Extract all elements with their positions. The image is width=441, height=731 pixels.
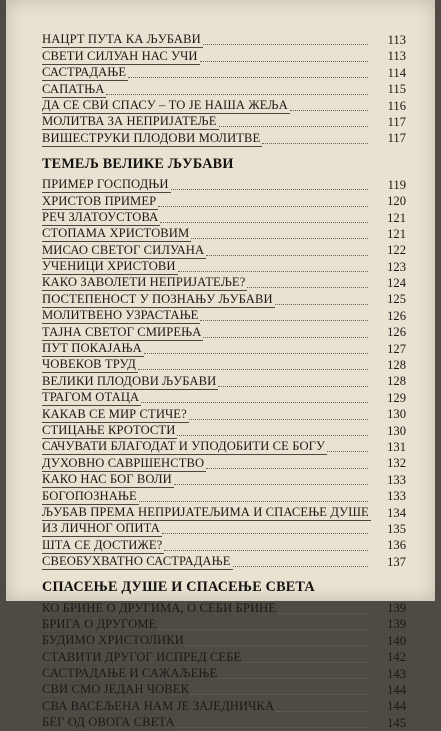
toc-entry-title: ЉУБАВ ПРЕМА НЕПРИЈАТЕЉИМА И СПАСЕЊЕ ДУШЕ (42, 504, 369, 519)
toc-entry-title: КО БРИНЕ О ДРУГИМА, О СЕБИ БРИНЕ (42, 600, 277, 615)
dot-leader (160, 222, 368, 223)
toc-entry-title: ПРИМЕР ГОСПОДЊИ (42, 177, 169, 192)
toc-entry (42, 65, 406, 81)
toc-entry-page-number: 124 (387, 276, 406, 291)
toc-entry (42, 537, 406, 553)
toc-entry-title: КАКО ЗАВОЛЕТИ НЕПРИЈАТЕЉЕ? (42, 275, 246, 290)
dot-leader (203, 337, 368, 338)
toc-entry-title: МОЛИТВЕНО УЗРАСТАЊЕ (42, 308, 199, 323)
toc-entry-page-number: 144 (387, 683, 406, 698)
toc-entry-title: СВЕТИ СИЛУАН НАС УЧИ (42, 48, 198, 63)
toc-entry-page-number: 133 (387, 489, 406, 504)
dot-leader (200, 320, 368, 321)
toc-entry (42, 177, 406, 193)
toc-entry-page-number: 135 (387, 521, 406, 536)
toc-entry-title: ВЕЛИКИ ПЛОДОВИ ЉУБАВИ (42, 373, 217, 388)
toc-entry-page-number: 122 (387, 243, 406, 258)
toc-entry-title: ХРИСТОВ ПРИМЕР (42, 193, 157, 208)
dot-leader (262, 143, 368, 144)
toc-entry (42, 649, 406, 665)
toc-entry-page-number: 123 (387, 259, 406, 274)
toc-entry-page-number: 117 (387, 131, 406, 146)
toc-entry-title: ШТА СЕ ДОСТИЖЕ? (42, 537, 163, 552)
toc-entry-title: БРИГА О ДРУГОМЕ (42, 616, 157, 631)
toc-entry-page-number: 127 (387, 341, 406, 356)
dot-leader (177, 727, 368, 728)
dot-leader (128, 77, 368, 78)
toc-entry (42, 308, 406, 324)
toc-entry-page-number: 128 (387, 374, 406, 389)
toc-entry-title: УЧЕНИЦИ ХРИСТОВИ (42, 259, 176, 274)
toc-entry-page-number: 140 (387, 633, 406, 648)
dot-leader (144, 353, 368, 354)
toc-entry (42, 600, 406, 616)
toc-entry (42, 357, 406, 373)
toc-entry-page-number: 125 (387, 292, 406, 307)
toc-entry-page-number: 128 (387, 358, 406, 373)
toc-entry (42, 554, 406, 570)
toc-entry (42, 114, 406, 130)
toc-entry (42, 98, 406, 114)
dot-leader (247, 287, 368, 288)
dot-leader (191, 238, 368, 239)
dot-leader (200, 61, 368, 62)
section2-entries (42, 600, 406, 731)
toc-entry-title: БОГОПОЗНАЊЕ (42, 488, 137, 503)
toc-entry-title: ПУТ ПОКАЈАЊА (42, 341, 142, 356)
toc-entry (42, 226, 406, 242)
dot-leader (138, 369, 368, 370)
toc-entry-title: БЕГ ОД ОВОГА СВЕТА (42, 715, 175, 730)
toc-entry-title: ТАЈНА СВЕТОГ СМИРЕЊА (42, 324, 202, 339)
toc-entry-page-number: 132 (387, 456, 406, 471)
toc-entry (42, 373, 406, 389)
toc-entry-title: КАКАВ СЕ МИР СТИЧЕ? (42, 406, 187, 421)
toc-entry-page-number: 113 (387, 32, 406, 47)
toc-entry-title: БУДИМО ХРИСТОЛИКИ (42, 633, 184, 648)
toc-entry (42, 423, 406, 439)
book-page (6, 0, 435, 730)
dot-leader (189, 419, 368, 420)
toc-entry-title: САСТРАДАЊЕ (42, 65, 127, 80)
toc-entry-page-number: 114 (387, 65, 406, 80)
toc-entry-page-number: 134 (387, 505, 406, 520)
toc-entry-title: ИЗ ЛИЧНОГ ОПИТА (42, 521, 160, 536)
dot-leader (158, 629, 368, 630)
table-of-contents (42, 32, 406, 731)
toc-entry-title: ТРАГОМ ОТАЦА (42, 390, 140, 405)
toc-entry-title: ДА СЕ СВИ СПАСУ – ТО ЈЕ НАША ЖЕЉА (42, 97, 288, 112)
dot-leader (164, 550, 368, 551)
toc-entry-page-number: 121 (387, 226, 406, 241)
toc-entry (42, 48, 406, 64)
toc-entry-page-number: 119 (387, 177, 406, 192)
dot-leader (203, 44, 368, 45)
toc-entry (42, 324, 406, 340)
toc-entry (42, 698, 406, 714)
toc-entry-page-number: 126 (387, 308, 406, 323)
dot-leader (233, 566, 369, 567)
dot-leader (219, 126, 368, 127)
toc-entry-page-number: 126 (387, 325, 406, 340)
dot-leader (158, 206, 368, 207)
dot-leader (327, 451, 368, 452)
toc-entry (42, 472, 406, 488)
toc-entry-page-number: 144 (387, 699, 406, 714)
toc-entry-title: СТИЦАЊЕ КРОТОСТИ (42, 422, 176, 437)
dot-leader (171, 189, 368, 190)
toc-entry-title: ЧОВЕКОВ ТРУД (42, 357, 136, 372)
toc-entry-title: СВА ВАСЕЉЕНА НАМ ЈЕ ЗАЈЕДНИЧКА (42, 698, 275, 713)
toc-entry-page-number: 130 (387, 423, 406, 438)
dot-leader (218, 386, 368, 387)
section-title: СПАСЕЊЕ ДУШЕ И СПАСЕЊЕ СВЕТА (42, 579, 315, 596)
toc-entry-title: СВИ СМО ЈЕДАН ЧОВЕК (42, 682, 190, 697)
toc-entry (42, 291, 406, 307)
toc-entry-page-number: 113 (387, 49, 406, 64)
section1-entries (42, 177, 406, 570)
toc-entry-page-number: 117 (387, 114, 406, 129)
toc-entry (42, 715, 406, 731)
toc-entry (42, 521, 406, 537)
dot-leader (106, 94, 368, 95)
toc-entry (42, 633, 406, 649)
dot-leader (276, 711, 368, 712)
toc-entry-title: НАЦРТ ПУТА КА ЉУБАВИ (42, 32, 201, 47)
toc-entry (42, 81, 406, 97)
dot-leader (174, 484, 368, 485)
toc-entry (42, 259, 406, 275)
section-title: ТЕМЕЉ ВЕЛИКЕ ЉУБАВИ (42, 155, 234, 172)
dot-leader (206, 255, 368, 256)
toc-entry (42, 210, 406, 226)
toc-entry-page-number: 133 (387, 472, 406, 487)
dot-leader (206, 468, 368, 469)
toc-entry-title: МИСАО СВЕТОГ СИЛУАНА (42, 242, 205, 257)
dot-leader (275, 304, 368, 305)
toc-entry-title: САЧУВАТИ БЛАГОДАТ И УПОДОБИТИ СЕ БОГУ (42, 439, 326, 454)
toc-entry-page-number: 143 (387, 666, 406, 681)
toc-entry (42, 242, 406, 258)
toc-entry-page-number: 129 (387, 390, 406, 405)
toc-entry (42, 341, 406, 357)
toc-entry-page-number: 120 (387, 194, 406, 209)
toc-entry (42, 488, 406, 504)
toc-entry-page-number: 145 (387, 715, 406, 730)
toc-entry-title: ВИШЕСТРУКИ ПЛОДОВИ МОЛИТВЕ (42, 130, 261, 145)
dot-leader (219, 678, 368, 679)
toc-entry-title: МОЛИТВА ЗА НЕПРИЈАТЕЉЕ (42, 114, 217, 129)
toc-entry-page-number: 142 (387, 650, 406, 665)
toc-entry-page-number: 130 (387, 407, 406, 422)
toc-entry-title: ДУХОВНО САВРШЕНСТВО (42, 455, 205, 470)
dot-leader (162, 533, 368, 534)
toc-entry-title: СВЕОБУХВАТНО САСТРАДАЊЕ (42, 554, 231, 569)
dot-leader (177, 435, 368, 436)
toc-entry-page-number: 136 (387, 538, 406, 553)
toc-entry (42, 193, 406, 209)
toc-entry (42, 617, 406, 633)
toc-entry-title: КАКО НАС БОГ ВОЛИ (42, 472, 172, 487)
toc-entry-title: САСТРАДАЊЕ И САЖАЉЕЊЕ (42, 666, 218, 681)
toc-entry (42, 275, 406, 291)
toc-entry (42, 666, 406, 682)
toc-entry-page-number: 116 (387, 98, 406, 113)
dot-leader (141, 402, 368, 403)
toc-entry-title: ПОСТЕПЕНОСТ У ПОЗНАЊУ ЉУБАВИ (42, 291, 273, 306)
toc-entry (42, 682, 406, 698)
top-entries (42, 32, 406, 147)
dot-leader (290, 110, 368, 111)
toc-entry-page-number: 115 (387, 82, 406, 97)
dot-leader (139, 501, 368, 502)
toc-entry-page-number: 137 (387, 554, 406, 569)
toc-entry-page-number: 139 (387, 617, 406, 632)
toc-entry (42, 130, 406, 146)
toc-entry-page-number: 131 (387, 439, 406, 454)
dot-leader (243, 662, 368, 663)
dot-leader (178, 271, 368, 272)
toc-entry (42, 390, 406, 406)
toc-entry-title: САПАТЊА (42, 81, 105, 96)
toc-entry-title: СТОПАМА ХРИСТОВИМ (42, 226, 190, 241)
dot-leader (278, 613, 368, 614)
toc-entry-page-number: 139 (387, 601, 406, 616)
toc-entry (42, 406, 406, 422)
toc-entry (42, 455, 406, 471)
toc-entry-title: СТАВИТИ ДРУГОГ ИСПРЕД СЕБЕ (42, 649, 242, 664)
toc-entry (42, 505, 406, 521)
dot-leader (191, 694, 368, 695)
toc-entry-page-number: 121 (387, 210, 406, 225)
toc-entry (42, 32, 406, 48)
toc-entry-title: РЕЧ ЗЛАТОУСТОВА (42, 209, 159, 224)
toc-entry (42, 439, 406, 455)
dot-leader (186, 645, 368, 646)
